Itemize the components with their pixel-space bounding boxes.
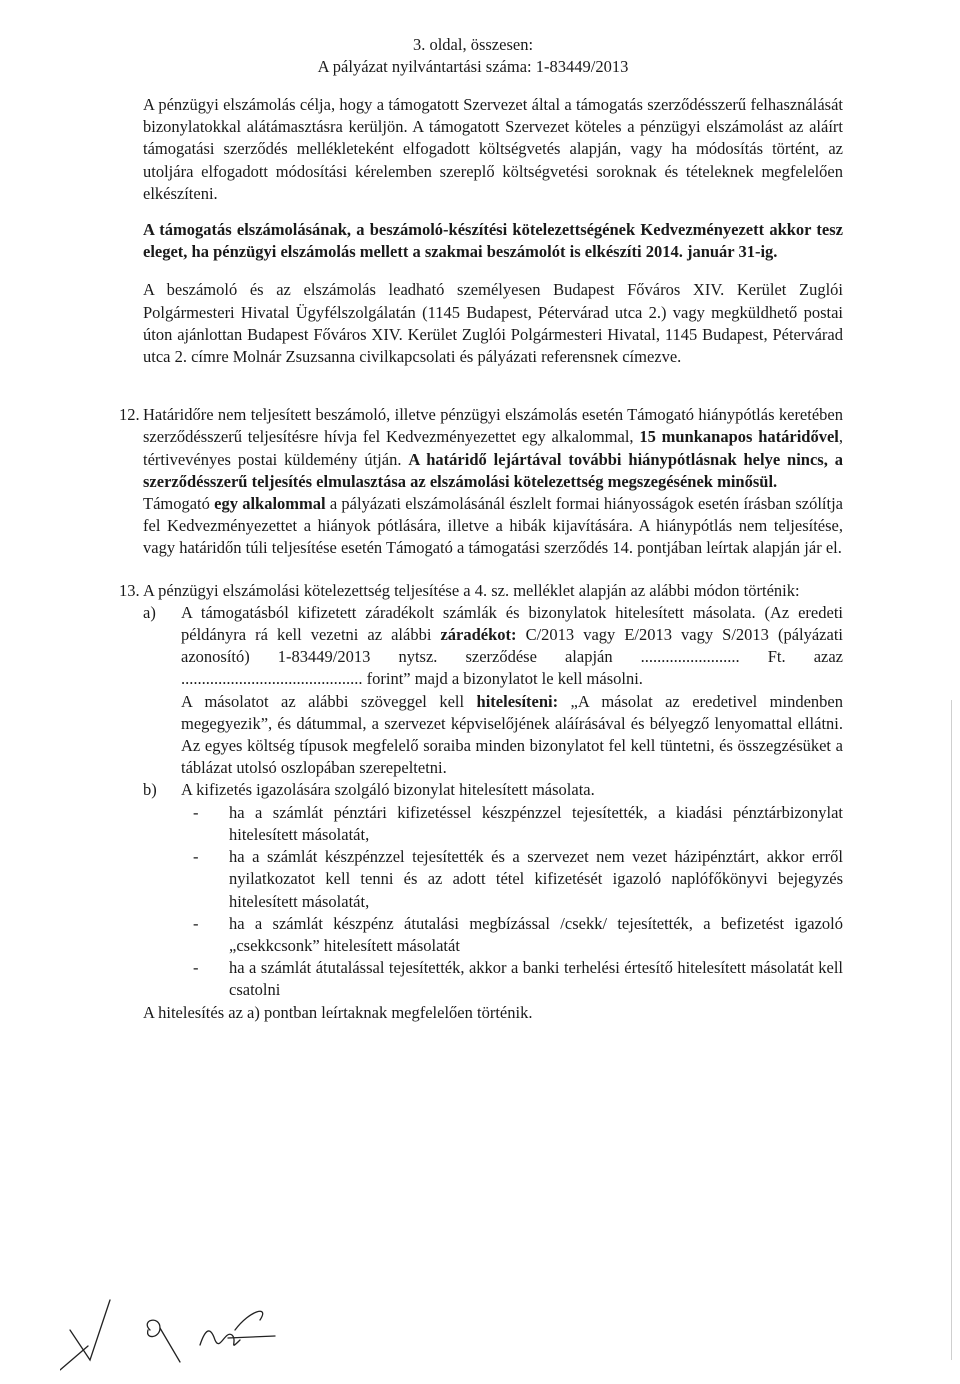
section-13-number: 13. xyxy=(119,580,140,600)
list-item-a-text: A támogatásból kifizetett záradékolt számlák és bizonylatok hitelesített másolata. (Az eredeti példányra rá kell vezetni az alábbi záradékot: C/2013 vagy E/2013 vagy S/2013 (pályázati azonosító) 1-83449/2013 nytsz. szerződése alapján ........................ Ft. azaz ............................................ forint” majd a bizonylatot le kell másolni. xyxy=(181,602,843,689)
section-13: 13. A pénzügyi elszámolási kötelezettség teljesítése a 4. sz. melléklet alapján az alábbi módon történik: xyxy=(143,580,843,602)
list-item-a-certification: A másolatot az alábbi szöveggel kell hitelesíteni: „A másolat az eredetivel mindenben megegyezik”, és dátummal, a szervezet képviselőjének aláírásával és bélyegző lenyomattal ellátni. Az egyes költség típusok megfelelő soraiba minden bizonylatot fel kell tüntetni, és összegzésüket a táblázat utolsó oszlopában szerepeltetni. xyxy=(181,691,843,778)
signature-initials-mark xyxy=(60,1290,320,1380)
certification-note: A hitelesítés az a) pontban leírtaknak megfelelően történik. xyxy=(143,1002,533,1022)
paragraph-deadline: A támogatás elszámolásának, a beszámoló-készítési kötelezettségének Kedvezményezett akkor tesz eleget, ha pénzügyi elszámolás mellett a szakmai beszámolót is elkészíti 2014. január 31-ig. xyxy=(143,220,843,262)
payment-proof-list xyxy=(143,802,843,1002)
section-12: 12. Határidőre nem teljesített beszámoló, illetve pénzügyi elszámolás esetén Támogató hiánypótlás keretében szerződésszerű teljesítésre hívja fel Kedvezményezettet egy alkalommal, 15 munkanapos határidővel, tértivevényes postai küldemény útján. A határidő lejártával további hiánypótlásnak helye nincs, a szerződésszerű teljesítés elmulasztása az elszámolási kötelezettség megszegésének minősül. Támogató egy alkalommal a pályázati elszámolásánál észlelt formai hiányosságok esetén írásban szólítja fel Kedvezményezettet a hiányok pótlására, illetve a hibák kijavítására. A hiánypótlás nem teljesítése, vagy határidőn túli teljesítése esetén Támogató a támogatási szerződés 14. pontjában leírtak alapján jár el. xyxy=(119,405,843,558)
list-item: - ha a számlát készpénz átutalási megbízással /csekk/ tejesítették, a befizetést igazoló „csekkcsonk” hitelesített másolatát xyxy=(193,913,843,955)
page-counter: 3. oldal, összesen: xyxy=(412,35,534,54)
section-12-number: 12. xyxy=(119,405,140,425)
document-page xyxy=(119,34,843,1024)
paragraph-submission: A beszámoló és az elszámolás leadható személyesen Budapest Főváros XIV. Kerület Zuglói Polgármesteri Hivatal Ügyfélszolgálatán (1145 Budapest, Pétervárad utca 2.) vagy megküldhető postai úton ajánlottan Budapest Főváros XIV. Kerület Zuglói Polgármesteri Hivatal, 1145 Budapest, Pétervárad utca 2. címre Molnár Zsuzsanna civilkapcsolati és pályázati referensnek címezve. xyxy=(143,280,843,367)
list-item-b-intro: A kifizetés igazolására szolgáló bizonylat hitelesített másolata. xyxy=(181,780,595,800)
list-item-b xyxy=(143,779,843,801)
paragraph-purpose: A pénzügyi elszámolás célja, hogy a támogatott Szervezet által a támogatás szerződésszerű felhasználását bizonylatokkal alátámasztásra kerüljön. A támogatott Szervezet köteles a pénzügyi elszámolást az aláírt támogatási szerződés mellékleteként elfogadott költségvetés alapján, vagy ha módosítás történt, az utoljára elfogadott módosítási kérelemben szereplő költségvetési soroknak és tételeknek megfelelően elkészíteni. xyxy=(143,95,843,203)
list-item: - ha a számlát pénztári kifizetéssel készpénzzel tejesítették, a kiadási pénztárbizonylat hitelesített másolatát, xyxy=(193,802,843,844)
list-item-a-label: a) xyxy=(143,602,156,622)
scan-edge-line xyxy=(951,700,952,1360)
list-item: - ha a számlát készpénzzel tejesítették és a szervezet nem vezet házipénztárt, akkor erről nyilatkozatot kell tenni és az adott tétel kifizetését igazoló naplófőkönyvi bejegyzés hitelesített másolatát, xyxy=(193,847,843,911)
registration-number: A pályázat nyilvántartási száma: 1-83449/2013 xyxy=(317,57,629,76)
list-item: - ha a számlát átutalással tejesítették, akkor a banki terhelési értesítő hitelesített másolatát kell csatolni xyxy=(193,958,843,1000)
list-item-b-label: b) xyxy=(143,780,157,800)
page-header xyxy=(103,34,843,78)
list-item-a xyxy=(143,602,843,780)
